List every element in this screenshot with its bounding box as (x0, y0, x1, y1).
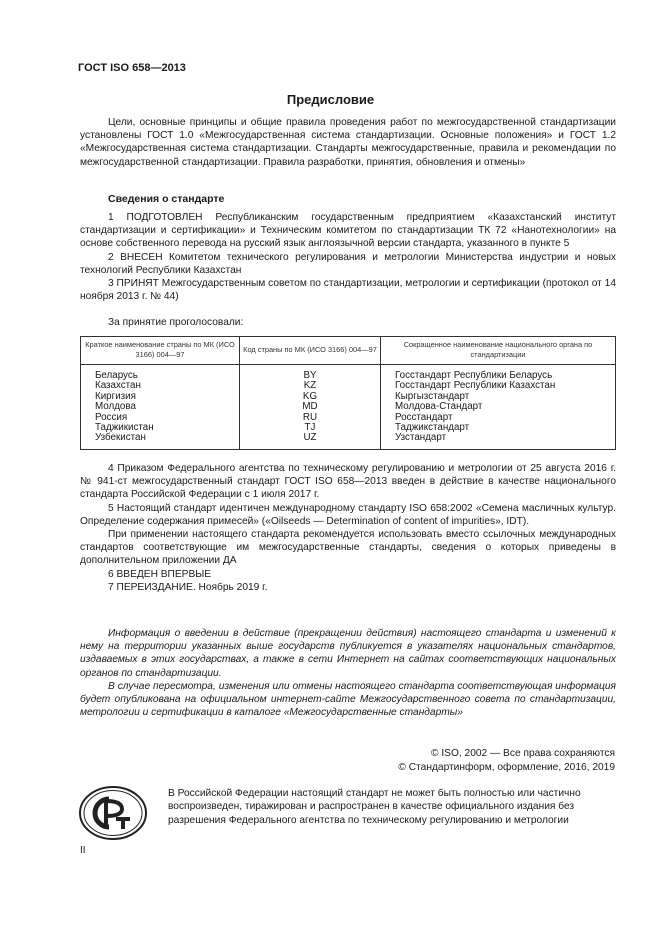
table-header-country: Краткое наименование страны по МК (ИСО 3166) 004—97 (81, 337, 240, 365)
item-2: 2 ВНЕСЕН Комитетом технического регулирования и метрологии Министерства индустрии и новых технологий Республики Казахстан (80, 251, 616, 276)
item-1: 1 ПОДГОТОВЛЕН Республиканским государственным предприятием «Казахстанский институт стандартизации и сертификации» и Техническим комитетом по стандартизации ТК 72 «Нанотехнологии» на основе собственного перевода на русский язык англоязычной версии стандарта, указанного в пункте 5 (80, 212, 616, 250)
table-row (81, 402, 616, 412)
item-3: 3 ПРИНЯТ Межгосударственным советом по стандартизации, метрологии и сертификации (протокол от 14 ноября 2013 г. № 44) (80, 278, 616, 303)
intro-paragraph: Цели, основные принципы и общие правила проведения работ по межгосударственной стандартизации установлены ГОСТ 1.0 «Межгосударственная система стандартизации. Основные положения» и ГОСТ 1.2 «Межгосударственная система стандартизации. Стандарты межгосударственные, правила и рекомендации по межгосударственной стандартизации. Правила разработки, принятия, обновления и отмены» (80, 117, 616, 168)
table-header-body: Сокращенное наименование национального органа по стандартизации (381, 337, 616, 365)
country-cell: Узбекистан (81, 433, 240, 449)
info-paragraph-1: Информация о введении в действие (прекращении действия) настоящего стандарта и изменений к нему на территории указанных выше государств публикуется в указателях национальных стандартов, издаваемых в этих государствах, а также в сети Интернет на сайтах соответствующих национальных органов по стандартизации. (80, 628, 616, 679)
item-6: 6 ВВЕДЕН ВПЕРВЫЕ (108, 568, 212, 580)
items-block (80, 211, 616, 303)
code-cell: KZ (240, 381, 381, 391)
rf-notice: В Российской Федерации настоящий стандарт не может быть полностью или частично воспроизведен, тиражирован и распространен в качестве официального издания без разрешения Федерального агентства по техническому регулированию и метрологии (168, 788, 581, 826)
items2-block (80, 462, 616, 594)
document-header: ГОСТ ISO 658—2013 (78, 62, 186, 74)
info-block (80, 627, 616, 719)
table-header-row (81, 337, 616, 365)
body-cell: Росстандарт (381, 413, 616, 423)
table-row (81, 423, 616, 433)
voting-table (80, 336, 616, 450)
country-cell: Россия (81, 413, 240, 423)
item-7: 7 ПЕРЕИЗДАНИЕ. Ноябрь 2019 г. (108, 581, 268, 593)
section-title: Сведения о стандарте (108, 193, 225, 205)
country-cell: Киргизия (81, 392, 240, 402)
item-5: 5 Настоящий стандарт идентичен международному стандарту ISO 658:2002 «Семена масличных культур. Определение содержания примесей» («Oilseeds — Determination of content of impurities», IDT). (80, 502, 616, 527)
table-header-code: Код страны по МК (ИСО 3166) 004—97 (240, 337, 381, 365)
table-row (81, 433, 616, 449)
page-title: Предисловие (286, 92, 375, 107)
vote-label: За принятие проголосовали: (108, 317, 244, 328)
country-cell: Таджикистан (81, 423, 240, 433)
country-cell: Молдова (81, 402, 240, 412)
rst-logo-icon (78, 785, 148, 841)
item-4: 4 Приказом Федерального агентства по техническому регулированию и метрологии от 25 августа 2016 г. № 941-ст межгосударственный стандарт ГОСТ ISO 658—2013 введен в действие в качестве национального стандарта Российской Федерации с 1 июля 2017 г. (80, 463, 616, 501)
copyright-standartinform: © Стандартинформ, оформление, 2016, 2019 (398, 762, 615, 773)
table-row (81, 381, 616, 391)
item-5-note: При применении настоящего стандарта рекомендуется использовать вместо ссылочных международных стандартов соответствующие им межгосударственные стандарты, сведения о которых приведены в дополнительном приложении ДА (80, 529, 616, 567)
body-cell: Госстандарт Республики Беларусь (381, 365, 616, 382)
table-row (81, 413, 616, 423)
copyright-iso: © ISO, 2002 — Все права сохраняются (431, 748, 615, 759)
code-cell: TJ (240, 423, 381, 433)
body-cell: Молдова-Стандарт (381, 402, 616, 412)
info-paragraph-2: В случае пересмотра, изменения или отмены настоящего стандарта соответствующая информация будет опубликована на официальном интернет-сайте Межгосударственного совета по стандартизации, метрологии и сертификации в каталоге «Межгосударственные стандарты» (80, 680, 616, 719)
page-number: II (80, 845, 86, 856)
body-cell: Узстандарт (381, 433, 616, 449)
body-cell: Госстандарт Республики Казахстан (381, 381, 616, 391)
table-row (81, 392, 616, 402)
body-cell: Кыргызстандарт (381, 392, 616, 402)
body-cell: Таджикстандарт (381, 423, 616, 433)
code-cell: UZ (240, 433, 381, 449)
country-cell: Беларусь (81, 365, 240, 382)
code-cell: RU (240, 413, 381, 423)
code-cell: KG (240, 392, 381, 402)
code-cell: MD (240, 402, 381, 412)
table-row (81, 365, 616, 382)
country-cell: Казахстан (81, 381, 240, 391)
code-cell: BY (240, 365, 381, 382)
